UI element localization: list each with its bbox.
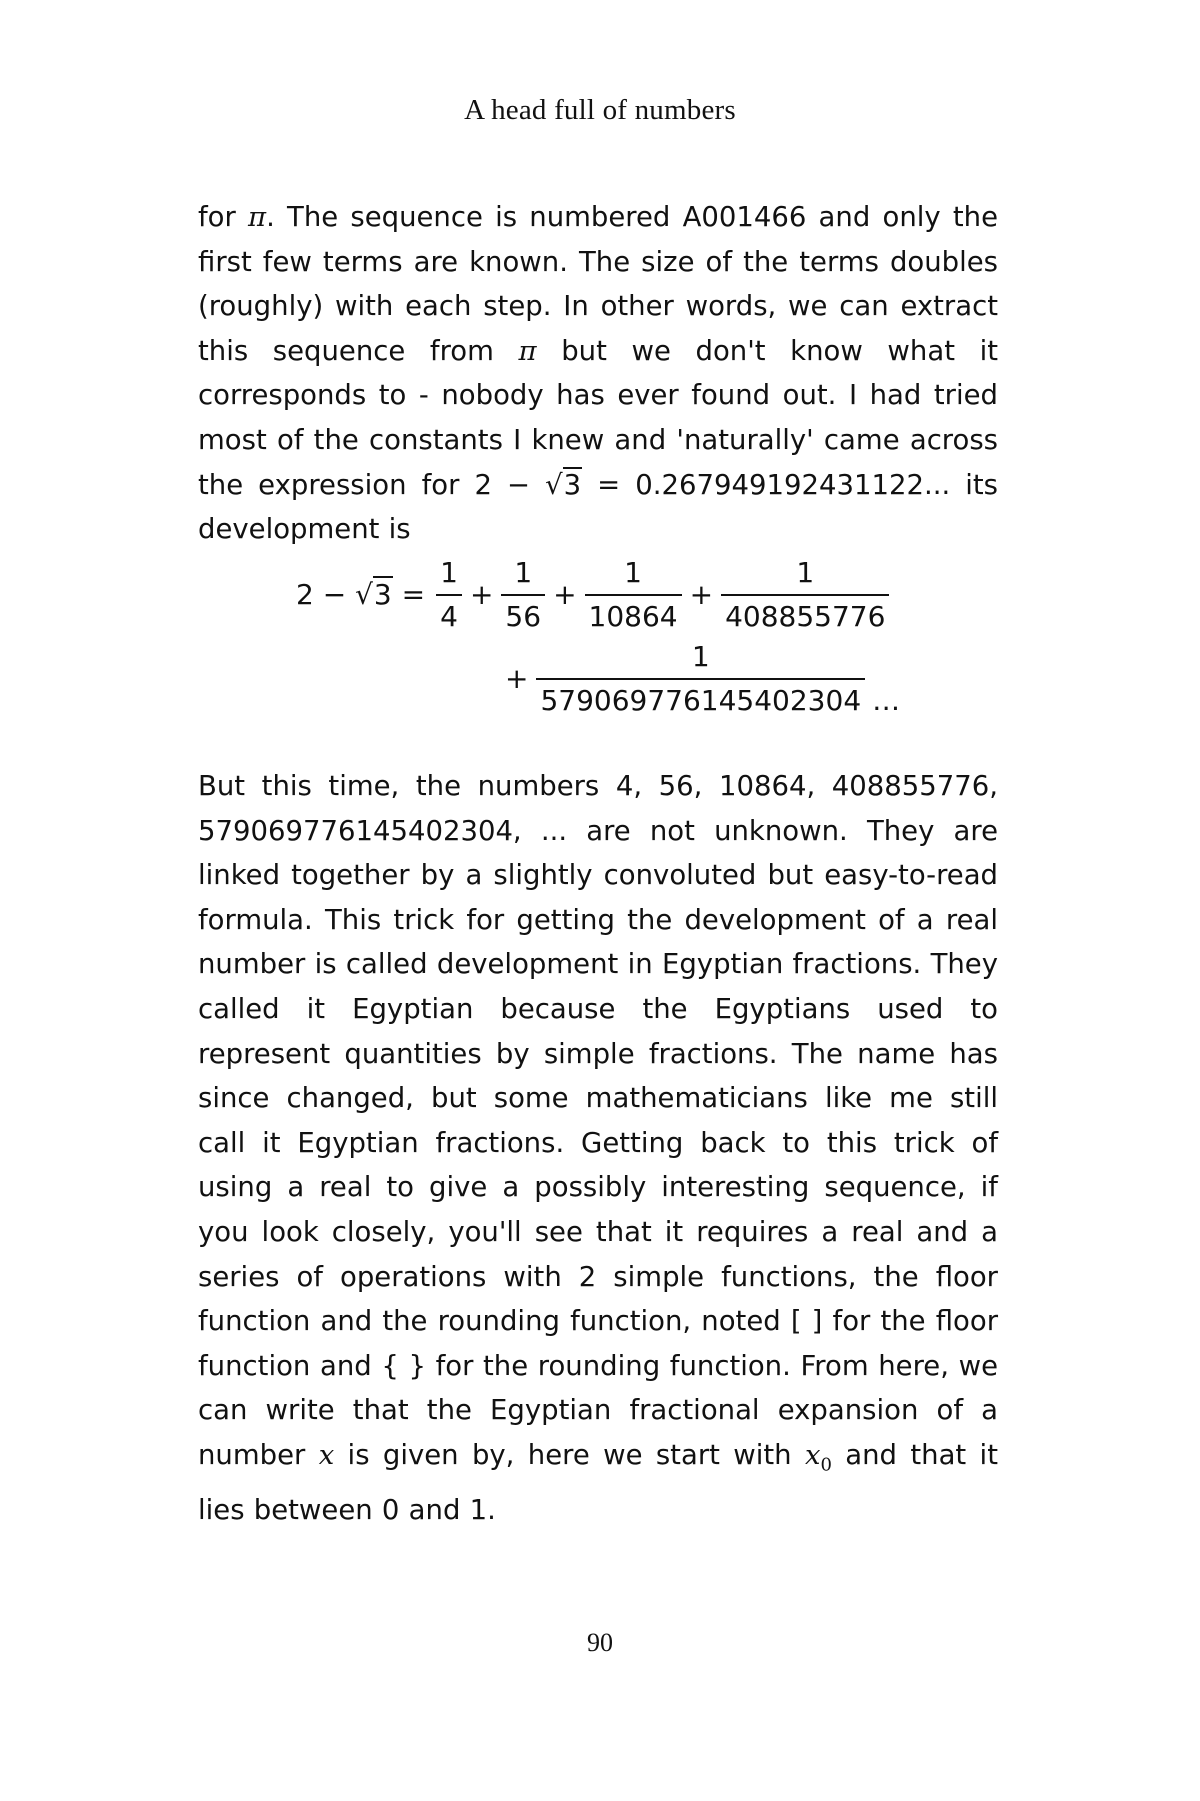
fraction-term-2 <box>501 556 545 634</box>
sqrt-expression <box>355 576 393 611</box>
fraction-term-1 <box>436 556 462 634</box>
fraction-term-3 <box>585 556 682 634</box>
pi-symbol: π <box>518 334 537 367</box>
equation-ellipsis: … <box>872 684 901 717</box>
fraction-term-4 <box>721 556 889 634</box>
para2-text-c: and that it lies between 0 and 1. <box>198 1438 998 1526</box>
fraction-denominator: 408855776 <box>721 594 889 634</box>
fraction-term-5 <box>536 640 865 718</box>
fraction-numerator: 1 <box>440 556 458 589</box>
fraction-numerator: 1 <box>691 640 710 673</box>
fraction-denominator: 579069776145402304 <box>536 678 865 718</box>
body-paragraph-1 <box>198 195 998 552</box>
para2-text: But this time, the numbers 4, 56, 10864, 408855776, 579069776145402304, ... are not unknown. They are linked together by a slightly convoluted but easy-to-read formula. This trick for getting the development of a real number is called development in Egyptian fractions. They called it Egyptian because the Egyptians used to represent quantities by simple fractions. The name has since changed, but some mathematicians like me still call it Egyptian fractions. Getting back to this trick of using a real to give a possibly interesting sequence, if you look closely, you'll see that it requires a real and a series of operations with 2 simple functions, the floor function and the rounding function, noted [ ] for the floor function and { } for the rounding function. From here, we can write that the Egyptian fractional expansion of a number <box>198 770 998 1471</box>
para1-text-b: but we don't know what it corresponds to - nobody has ever found out. I had tried most of the constants I knew and 'naturally' came across the expression for 2 − <box>198 334 998 501</box>
equation-lhs <box>296 578 425 612</box>
radicand: 3 <box>373 578 392 611</box>
fraction-denominator: 4 <box>436 594 462 634</box>
plus-sign: + <box>689 578 714 611</box>
radicand: 3 <box>563 468 582 501</box>
para2-text-b: is given by, here we start with <box>334 1438 805 1471</box>
sqrt-sign: √ <box>545 468 563 501</box>
sqrt-sign: √ <box>355 578 373 611</box>
pi-symbol: π <box>248 201 267 233</box>
para1-text-start: for <box>198 201 249 233</box>
para1-text-a: . The sequence is numbered A001466 and only the first few terms are known. The size of the terms doubles (roughly) with each step. In other words, we can extract this sequence from <box>198 201 998 367</box>
fraction-denominator: 10864 <box>585 594 682 634</box>
plus-sign: + <box>469 578 494 611</box>
fraction-numerator: 1 <box>624 556 642 589</box>
sqrt-expression <box>545 467 582 501</box>
subscript-zero: 0 <box>820 1454 832 1476</box>
page-number: 90 <box>587 1628 613 1657</box>
fraction-numerator: 1 <box>514 556 533 589</box>
running-header: A head full of numbers <box>464 94 736 126</box>
para1-text-c: = 0.267949192431122... its development is <box>198 468 998 546</box>
variable-x0 <box>804 1438 832 1476</box>
lhs-prefix: 2 − <box>296 578 356 611</box>
equals-sign: = <box>392 578 426 611</box>
body-paragraph-2 <box>198 764 998 1533</box>
variable-x: x <box>318 1438 335 1471</box>
plus-sign: + <box>553 578 577 611</box>
fraction-denominator: 56 <box>501 594 545 634</box>
plus-sign: + <box>505 662 529 695</box>
variable-x: x <box>804 1438 821 1471</box>
fraction-numerator: 1 <box>796 556 815 589</box>
